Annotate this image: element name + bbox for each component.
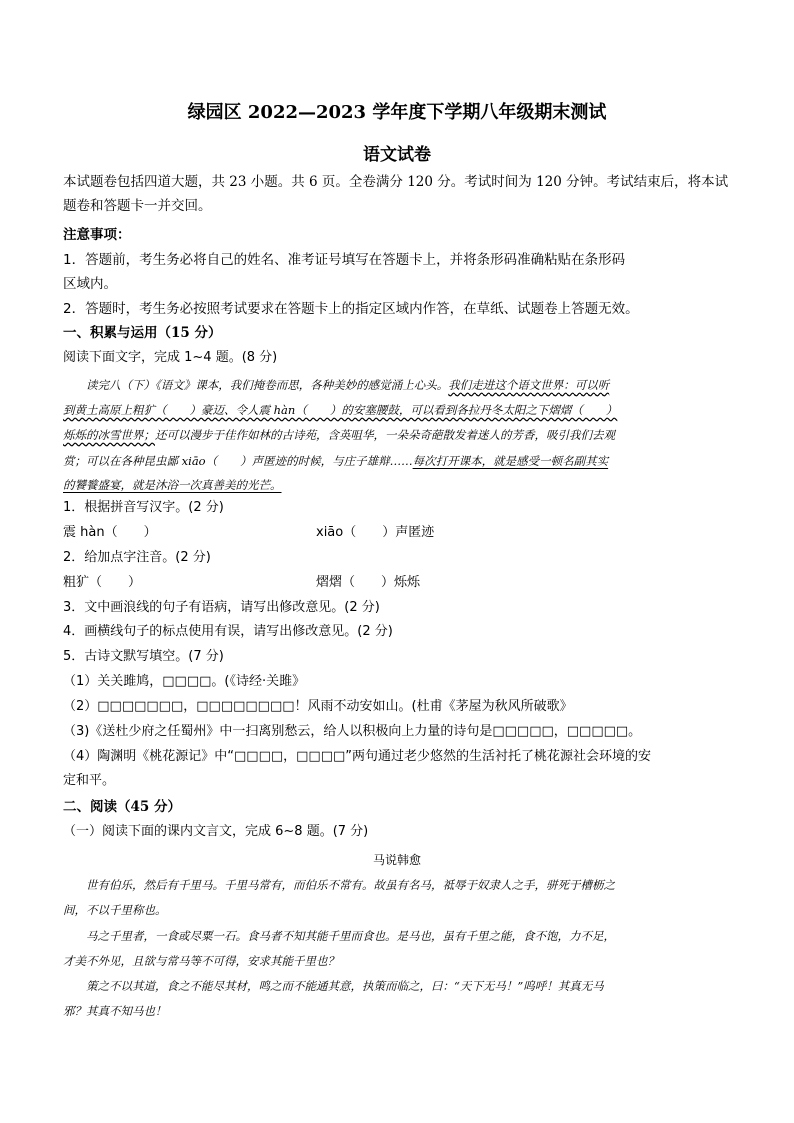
passage-text: 还可以漫步于佳作如林的古诗苑，含英咀华，一朵朵奇葩散发着迷人的芳香，吸引我们去观	[155, 428, 615, 442]
exam-subtitle: 语文试卷	[363, 145, 431, 165]
section-1-heading: 一、积累与运用（15 分）	[63, 325, 222, 341]
passage-line-2: 到黄土高原上粗犷（ ）豪迈、令人震 hàn（ ）的安塞腰鼓，可以看到各拉丹冬太阳之下熠熠（ ）	[63, 403, 618, 417]
wavy-underlined-sentence: 我们走进这个语文世界：可以听	[448, 378, 610, 392]
notes-item-1: 1．答题前，考生务必将自己的姓名、准考证号填写在答题卡上，并将条形码准确粘贴在条形码	[63, 252, 626, 268]
passage-line-3	[63, 426, 739, 444]
question-5-1[interactable]: （1）关关雎鸠，□□□□。(《诗经·关雎》	[63, 674, 306, 689]
classical-p3: 策之不以其道，食之不能尽其材，鸣之而不能通其意，执策而临之，曰：“天下无马！”呜呼！其真无马	[86, 979, 604, 993]
exam-title: 绿园区 2022—2023 学年度下学期八年级期末测试	[187, 102, 607, 123]
passage-line-5: 的饕餮盛宴，就是沐浴一次真善美的光芒。	[63, 478, 282, 492]
classical-p3-cont: 邪？其真不知马也！	[63, 1004, 167, 1018]
classical-p2-cont: 才美不外见，且欲与常马等不可得，安求其能千里也？	[63, 954, 339, 968]
section-1-instruction: 阅读下面文字，完成 1~4 题。(8 分)	[63, 350, 278, 365]
question-5-3[interactable]: （3)《送杜少府之任蜀州》中一扫离别愁云，给人以积极向上力量的诗句是□□□□□，□□□□□。	[63, 724, 642, 739]
question-2: 2．给加点字注音。(2 分)	[63, 550, 211, 565]
notes-item-1-cont: 区域内。	[63, 276, 117, 292]
question-1-items	[63, 523, 739, 543]
classical-text-title: 马说韩愈	[372, 853, 421, 867]
question-5-4-cont: 定和平。	[63, 773, 116, 788]
question-2a[interactable]: 粗犷（ ）	[63, 575, 142, 590]
question-4: 4．画横线句子的标点使用有误，请写出修改意见。(2 分)	[63, 624, 393, 639]
section-2-heading: 二、阅读（45 分）	[63, 799, 181, 815]
passage-line-1	[86, 376, 762, 394]
question-5-2[interactable]: （2）□□□□□□□，□□□□□□□□！风雨不动安如山。(杜甫《茅屋为秋风所破歌》	[63, 699, 573, 714]
passage-text: 赏；可以在各种昆虫鄙 xiāo（ ）声匿迹的时候，与庄子雄辩……	[63, 454, 413, 468]
section-2-instruction: （一）阅读下面的课内文言文，完成 6~8 题。(7 分)	[63, 824, 369, 839]
question-2-items	[63, 573, 739, 593]
classical-p1: 世有伯乐，然后有千里马。千里马常有，而伯乐不常有。故虽有名马，祗辱于奴隶人之手，骈死于槽枥之	[86, 878, 615, 892]
straight-underlined-sentence: 每次打开课本，就是感受一顿名副其实	[412, 454, 609, 468]
classical-p2: 马之千里者，一食或尽粟一石。食马者不知其能千里而食也。是马也，虽有千里之能，食不饱，力不足，	[86, 929, 615, 943]
exam-intro: 本试题卷包括四道大题，共 23 小题。共 6 页。全卷满分 120 分。考试时间为 120 分钟。考试结束后，将本试题卷和答题卡一并交回。	[63, 174, 729, 214]
question-2b[interactable]: 熠熠（ ）烁烁	[316, 575, 421, 590]
notes-heading: 注意事项：	[63, 227, 131, 243]
question-5-4[interactable]: （4）陶渊明《桃花源记》中“□□□□，□□□□”两句通过老少悠然的生活衬托了桃花源社会环境的安	[63, 749, 652, 764]
question-5: 5．古诗文默写填空。(7 分)	[63, 649, 224, 664]
question-1b[interactable]: xiāo（ ）声匿迹	[316, 525, 435, 540]
question-3: 3．文中画浪线的句子有语病，请写出修改意见。(2 分)	[63, 600, 380, 615]
wavy-underlined-sentence-end: 烁烁的冰雪世界；	[63, 428, 155, 442]
question-1: 1．根据拼音写汉字。(2 分)	[63, 500, 224, 515]
notes-item-2: 2．答题时，考生务必按照考试要求在答题卡上的指定区域内作答，在草纸、试题卷上答题无效。	[63, 301, 639, 317]
passage-line-4	[63, 452, 739, 470]
question-1a[interactable]: 震 hàn（ ）	[63, 525, 157, 540]
classical-p1-cont: 间，不以千里称也。	[63, 903, 167, 917]
passage-text: 读完八（下）《语文》课本，我们掩卷而思，各种美妙的感觉涌上心头。	[86, 378, 449, 392]
